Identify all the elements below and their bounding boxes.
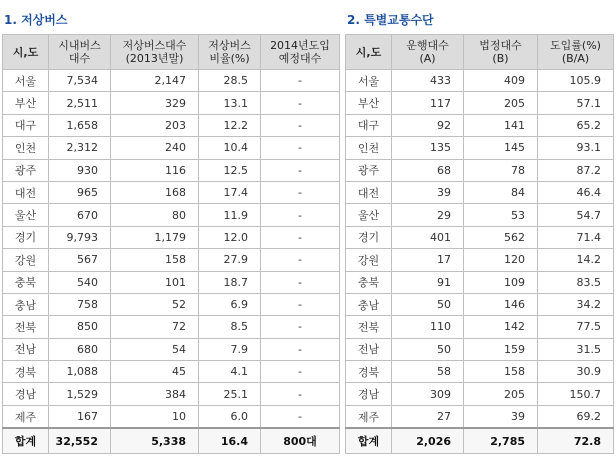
value-cell: 409 xyxy=(464,70,538,92)
value-cell: - xyxy=(261,405,340,428)
value-cell: 4.1 xyxy=(199,361,261,383)
value-cell: 670 xyxy=(49,204,111,226)
region-cell: 울산 xyxy=(346,204,392,226)
table-row xyxy=(346,70,614,92)
table-row xyxy=(3,338,340,360)
value-cell: - xyxy=(261,249,340,271)
region-cell: 전북 xyxy=(3,316,49,338)
value-cell: 2,312 xyxy=(49,137,111,159)
value-cell: 54 xyxy=(111,338,199,360)
value-cell: 203 xyxy=(111,114,199,136)
right-header-cell xyxy=(538,35,614,70)
value-cell: - xyxy=(261,70,340,92)
table-row xyxy=(346,338,614,360)
value-cell: - xyxy=(261,204,340,226)
region-cell: 광주 xyxy=(346,159,392,181)
value-cell: 12.2 xyxy=(199,114,261,136)
value-cell: - xyxy=(261,137,340,159)
left-header-text: 2014년도입 xyxy=(270,39,330,52)
value-cell: 68 xyxy=(392,159,464,181)
region-cell: 인천 xyxy=(346,137,392,159)
value-cell: - xyxy=(261,293,340,315)
total-value: 5,338 xyxy=(111,428,199,454)
value-cell: 7,534 xyxy=(49,70,111,92)
value-cell: 680 xyxy=(49,338,111,360)
table-row xyxy=(346,114,614,136)
low-floor-bus-table xyxy=(2,34,340,454)
right-header-cell xyxy=(346,35,392,70)
value-cell: 433 xyxy=(392,70,464,92)
right-header-text: 운행대수 xyxy=(406,39,449,52)
region-cell: 인천 xyxy=(3,137,49,159)
total-row xyxy=(3,428,340,454)
value-cell: 1,658 xyxy=(49,114,111,136)
table-row xyxy=(346,92,614,114)
value-cell: 12.0 xyxy=(199,226,261,248)
low-floor-bus-body xyxy=(3,70,340,429)
total-value: 800대 xyxy=(261,428,340,454)
value-cell: 78 xyxy=(464,159,538,181)
region-cell: 부산 xyxy=(346,92,392,114)
region-cell: 전남 xyxy=(3,338,49,360)
left-header-text: 대수 xyxy=(68,52,91,65)
value-cell: 84 xyxy=(464,181,538,203)
left-header-cell xyxy=(111,35,199,70)
value-cell: 135 xyxy=(392,137,464,159)
value-cell: - xyxy=(261,271,340,293)
value-cell: - xyxy=(261,114,340,136)
special-transport-table xyxy=(345,34,614,454)
value-cell: 17 xyxy=(392,249,464,271)
table-row xyxy=(3,181,340,203)
value-cell: 150.7 xyxy=(538,383,614,405)
region-cell: 서울 xyxy=(3,70,49,92)
low-floor-bus-header xyxy=(3,35,340,70)
value-cell: 12.5 xyxy=(199,159,261,181)
value-cell: 110 xyxy=(392,316,464,338)
special-transport-body xyxy=(346,70,614,429)
value-cell: 17.4 xyxy=(199,181,261,203)
left-header-text: 시내버스 xyxy=(58,39,101,52)
value-cell: 80 xyxy=(111,204,199,226)
region-cell: 충북 xyxy=(346,271,392,293)
value-cell: - xyxy=(261,316,340,338)
region-cell: 충남 xyxy=(346,293,392,315)
region-cell: 강원 xyxy=(346,249,392,271)
value-cell: 329 xyxy=(111,92,199,114)
value-cell: 54.7 xyxy=(538,204,614,226)
value-cell: 46.4 xyxy=(538,181,614,203)
value-cell: 205 xyxy=(464,92,538,114)
value-cell: 109 xyxy=(464,271,538,293)
value-cell: 401 xyxy=(392,226,464,248)
region-cell: 경기 xyxy=(346,226,392,248)
value-cell: 31.5 xyxy=(538,338,614,360)
total-value: 16.4 xyxy=(199,428,261,454)
total-value: 2,026 xyxy=(392,428,464,454)
right-header-text: 시,도 xyxy=(355,45,382,59)
value-cell: - xyxy=(261,383,340,405)
value-cell: 1,088 xyxy=(49,361,111,383)
value-cell: 30.9 xyxy=(538,361,614,383)
table-row xyxy=(346,226,614,248)
region-cell: 충북 xyxy=(3,271,49,293)
value-cell: 2,147 xyxy=(111,70,199,92)
value-cell: 10.4 xyxy=(199,137,261,159)
low-floor-bus-section xyxy=(2,0,339,454)
region-cell: 경북 xyxy=(346,361,392,383)
value-cell: 87.2 xyxy=(538,159,614,181)
value-cell: 34.2 xyxy=(538,293,614,315)
value-cell: 567 xyxy=(49,249,111,271)
table-row xyxy=(3,137,340,159)
table-row xyxy=(346,249,614,271)
table-row xyxy=(3,92,340,114)
left-header-text: 예정대수 xyxy=(278,52,322,65)
table-row xyxy=(3,70,340,92)
value-cell: 11.9 xyxy=(199,204,261,226)
value-cell: 105.9 xyxy=(538,70,614,92)
value-cell: 39 xyxy=(392,181,464,203)
table-row xyxy=(346,383,614,405)
region-cell: 경기 xyxy=(3,226,49,248)
value-cell: 77.5 xyxy=(538,316,614,338)
value-cell: 29 xyxy=(392,204,464,226)
value-cell: 1,529 xyxy=(49,383,111,405)
value-cell: 167 xyxy=(49,405,111,428)
value-cell: 9,793 xyxy=(49,226,111,248)
value-cell: 13.1 xyxy=(199,92,261,114)
value-cell: 145 xyxy=(464,137,538,159)
left-header-cell xyxy=(49,35,111,70)
region-cell: 경남 xyxy=(346,383,392,405)
value-cell: 25.1 xyxy=(199,383,261,405)
value-cell: 14.2 xyxy=(538,249,614,271)
value-cell: 6.9 xyxy=(199,293,261,315)
region-cell: 대전 xyxy=(346,181,392,203)
value-cell: 53 xyxy=(464,204,538,226)
value-cell: 65.2 xyxy=(538,114,614,136)
value-cell: 28.5 xyxy=(199,70,261,92)
value-cell: 45 xyxy=(111,361,199,383)
value-cell: 39 xyxy=(464,405,538,428)
table-row xyxy=(346,405,614,428)
value-cell: 92 xyxy=(392,114,464,136)
table-row xyxy=(3,226,340,248)
special-transport-title: 2. 특별교통수단 xyxy=(347,13,434,27)
table-row xyxy=(3,405,340,428)
value-cell: 158 xyxy=(464,361,538,383)
value-cell: 205 xyxy=(464,383,538,405)
value-cell: 158 xyxy=(111,249,199,271)
total-label: 합계 xyxy=(346,428,392,454)
region-cell: 대구 xyxy=(346,114,392,136)
total-value: 2,785 xyxy=(464,428,538,454)
right-header-cell xyxy=(392,35,464,70)
value-cell: 10 xyxy=(111,405,199,428)
value-cell: 72 xyxy=(111,316,199,338)
value-cell: 116 xyxy=(111,159,199,181)
left-header-text: 저상버스 xyxy=(208,39,251,52)
table-row xyxy=(3,249,340,271)
value-cell: 159 xyxy=(464,338,538,360)
table-row xyxy=(346,181,614,203)
value-cell: 930 xyxy=(49,159,111,181)
region-cell: 서울 xyxy=(346,70,392,92)
left-header-text: 시,도 xyxy=(12,45,39,59)
table-row xyxy=(3,383,340,405)
special-transport-section xyxy=(345,0,613,454)
value-cell: 50 xyxy=(392,293,464,315)
left-header-text: 저상버스대수 xyxy=(122,39,187,52)
special-transport-total xyxy=(346,428,614,454)
table-row xyxy=(3,159,340,181)
value-cell: 27 xyxy=(392,405,464,428)
table-row xyxy=(3,271,340,293)
table-row xyxy=(346,316,614,338)
value-cell: 8.5 xyxy=(199,316,261,338)
value-cell: 168 xyxy=(111,181,199,203)
value-cell: 7.9 xyxy=(199,338,261,360)
left-header-cell xyxy=(261,35,340,70)
total-row xyxy=(346,428,614,454)
value-cell: 309 xyxy=(392,383,464,405)
total-value: 72.8 xyxy=(538,428,614,454)
region-cell: 제주 xyxy=(3,405,49,428)
special-transport-header xyxy=(346,35,614,70)
value-cell: 142 xyxy=(464,316,538,338)
region-cell: 울산 xyxy=(3,204,49,226)
value-cell: - xyxy=(261,159,340,181)
region-cell: 경남 xyxy=(3,383,49,405)
right-header-text: 도입률(%) xyxy=(550,39,601,52)
value-cell: 58 xyxy=(392,361,464,383)
value-cell: 562 xyxy=(464,226,538,248)
region-cell: 제주 xyxy=(346,405,392,428)
table-row xyxy=(3,361,340,383)
left-header-cell xyxy=(199,35,261,70)
region-cell: 대전 xyxy=(3,181,49,203)
region-cell: 전북 xyxy=(346,316,392,338)
value-cell: 71.4 xyxy=(538,226,614,248)
value-cell: - xyxy=(261,361,340,383)
right-header-text: (B) xyxy=(492,52,509,65)
value-cell: - xyxy=(261,226,340,248)
value-cell: 101 xyxy=(111,271,199,293)
region-cell: 전남 xyxy=(346,338,392,360)
value-cell: 1,179 xyxy=(111,226,199,248)
table-row xyxy=(3,293,340,315)
region-cell: 대구 xyxy=(3,114,49,136)
left-header-text: (2013년말) xyxy=(125,52,184,65)
value-cell: 27.9 xyxy=(199,249,261,271)
value-cell: 52 xyxy=(111,293,199,315)
total-label: 합계 xyxy=(3,428,49,454)
region-cell: 광주 xyxy=(3,159,49,181)
low-floor-bus-title: 1. 저상버스 xyxy=(4,13,68,27)
value-cell: 18.7 xyxy=(199,271,261,293)
right-header-text: (A) xyxy=(419,52,436,65)
value-cell: 540 xyxy=(49,271,111,293)
table-row xyxy=(3,204,340,226)
table-row xyxy=(346,361,614,383)
value-cell: 83.5 xyxy=(538,271,614,293)
right-header-text: (B/A) xyxy=(561,52,590,65)
low-floor-bus-total xyxy=(3,428,340,454)
value-cell: - xyxy=(261,181,340,203)
left-header-text: 비율(%) xyxy=(209,52,250,65)
value-cell: 384 xyxy=(111,383,199,405)
left-header-cell xyxy=(3,35,49,70)
value-cell: 141 xyxy=(464,114,538,136)
value-cell: 146 xyxy=(464,293,538,315)
value-cell: 120 xyxy=(464,249,538,271)
value-cell: - xyxy=(261,92,340,114)
region-cell: 경북 xyxy=(3,361,49,383)
value-cell: 93.1 xyxy=(538,137,614,159)
region-cell: 부산 xyxy=(3,92,49,114)
value-cell: 758 xyxy=(49,293,111,315)
value-cell: 965 xyxy=(49,181,111,203)
value-cell: 240 xyxy=(111,137,199,159)
total-value: 32,552 xyxy=(49,428,111,454)
value-cell: 6.0 xyxy=(199,405,261,428)
value-cell: - xyxy=(261,338,340,360)
table-row xyxy=(346,137,614,159)
table-row xyxy=(3,316,340,338)
table-row xyxy=(3,114,340,136)
value-cell: 91 xyxy=(392,271,464,293)
table-row xyxy=(346,271,614,293)
value-cell: 57.1 xyxy=(538,92,614,114)
right-header-cell xyxy=(464,35,538,70)
right-header-text: 법정대수 xyxy=(479,39,522,52)
value-cell: 117 xyxy=(392,92,464,114)
region-cell: 강원 xyxy=(3,249,49,271)
value-cell: 50 xyxy=(392,338,464,360)
value-cell: 2,511 xyxy=(49,92,111,114)
table-row xyxy=(346,159,614,181)
table-row xyxy=(346,293,614,315)
value-cell: 69.2 xyxy=(538,405,614,428)
value-cell: 850 xyxy=(49,316,111,338)
region-cell: 충남 xyxy=(3,293,49,315)
table-row xyxy=(346,204,614,226)
